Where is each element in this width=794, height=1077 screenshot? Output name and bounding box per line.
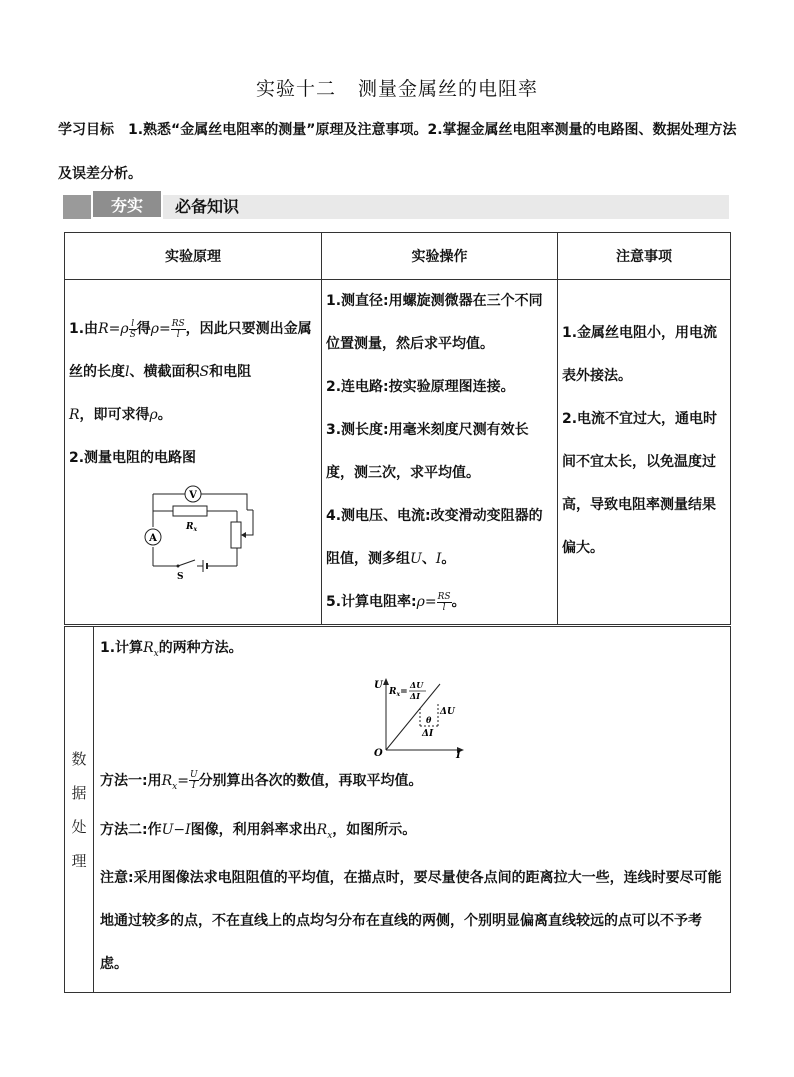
voltmeter-label: V <box>189 490 197 501</box>
methods-intro: 1.计算$R_x$的两种方法。 <box>100 640 243 659</box>
learning-goal <box>58 108 748 196</box>
notes-cell <box>558 280 731 625</box>
header-principle: 实验原理 <box>65 233 322 280</box>
rx-num: ΔU <box>410 679 424 690</box>
principle-p2: 2.测量电阻的电路图 <box>69 450 197 466</box>
banner-accent <box>63 195 91 219</box>
data-processing-side-label: 数 据 处 理 <box>65 627 94 993</box>
page-title <box>0 74 794 101</box>
resistor-label: $R_x$ <box>186 522 198 533</box>
principle-p1: 1.由R=ρ $\frac{l}{S}$ 得ρ= $\frac{RS}{l}$ ，因此只要测出金属丝的长度l、横截面积S和电阻 R，即可求得ρ。 <box>69 318 312 423</box>
axis-u-label: U <box>374 679 383 691</box>
header-operation: 实验操作 <box>322 233 558 280</box>
section-banner <box>63 189 729 221</box>
note-1: 1.金属丝电阻小，用电流表外接法。 <box>562 325 718 384</box>
rx-den: ΔI <box>410 690 420 701</box>
banner-tag: 夯实 <box>91 189 163 219</box>
principle-cell <box>65 280 322 625</box>
u-i-graph <box>368 676 468 758</box>
operation-cell <box>322 280 558 625</box>
banner-text: 必备知识 <box>175 197 240 216</box>
op-step-1: 1.测直径:用螺旋测微器在三个不同位置测量，然后求平均值。 <box>326 293 543 352</box>
op-step-2: 2.连电路:按实验原理图连接。 <box>326 379 515 395</box>
data-processing-table <box>64 626 731 993</box>
goal-label: 学习目标 <box>58 122 114 138</box>
note-2: 2.电流不宜过大，通电时间不宜太长，以免温度过高，导致电阻率测量结果偏大。 <box>562 411 718 556</box>
delta-u-label: ΔU <box>440 706 455 717</box>
table-body-row <box>65 280 731 625</box>
processing-note: 注意:采用图像法求电阻阻值的平均值，在描点时，要尽量使各点间的距离拉大一些，连线时要尽可能地通过较多的点，不在直线上的点均匀分布在直线的两侧，个别明显偏离直线较远的点可以不予考虑。 <box>100 870 722 973</box>
header-notes: 注意事项 <box>558 233 731 280</box>
delta-i-label: ΔI <box>422 728 434 739</box>
title-part1: 实验十二 <box>255 78 336 100</box>
op-step-3: 3.测长度:用毫米刻度尺测有效长度，测三次，求平均值。 <box>326 422 529 481</box>
axis-i-label: I <box>456 749 461 758</box>
ammeter-label: A <box>149 533 157 544</box>
origin-label: O <box>374 747 383 758</box>
table-header-row <box>65 233 731 280</box>
data-processing-cell <box>94 627 731 993</box>
op-step-4: 4.测电压、电流:改变滑动变阻器的阻值，测多组U、I。 <box>326 508 543 567</box>
switch-label: S <box>177 572 184 580</box>
method-1: 方法一:用$R_x=$ $\frac{U}{I}$ 分别算出各次的数值，再取平均值。 <box>100 770 423 792</box>
title-part2: 测量金属丝的电阻率 <box>358 78 539 100</box>
rx-label: $R_x=$ <box>389 686 408 698</box>
knowledge-table <box>64 232 731 625</box>
circuit-diagram <box>133 482 263 580</box>
op-step-5: 5.计算电阻率:ρ= $\frac{RS}{l}$ 。 <box>326 591 466 613</box>
theta-label: θ <box>426 714 432 725</box>
goal-text: 1.熟悉“金属丝电阻率的测量”原理及注意事项。2.掌握金属丝电阻率测量的电路图、数据处理方法及误差分析。 <box>58 122 737 182</box>
data-processing-row <box>65 627 731 993</box>
method-2: 方法二:作U−I图像，利用斜率求出$R_x$，如图所示。 <box>100 821 417 841</box>
